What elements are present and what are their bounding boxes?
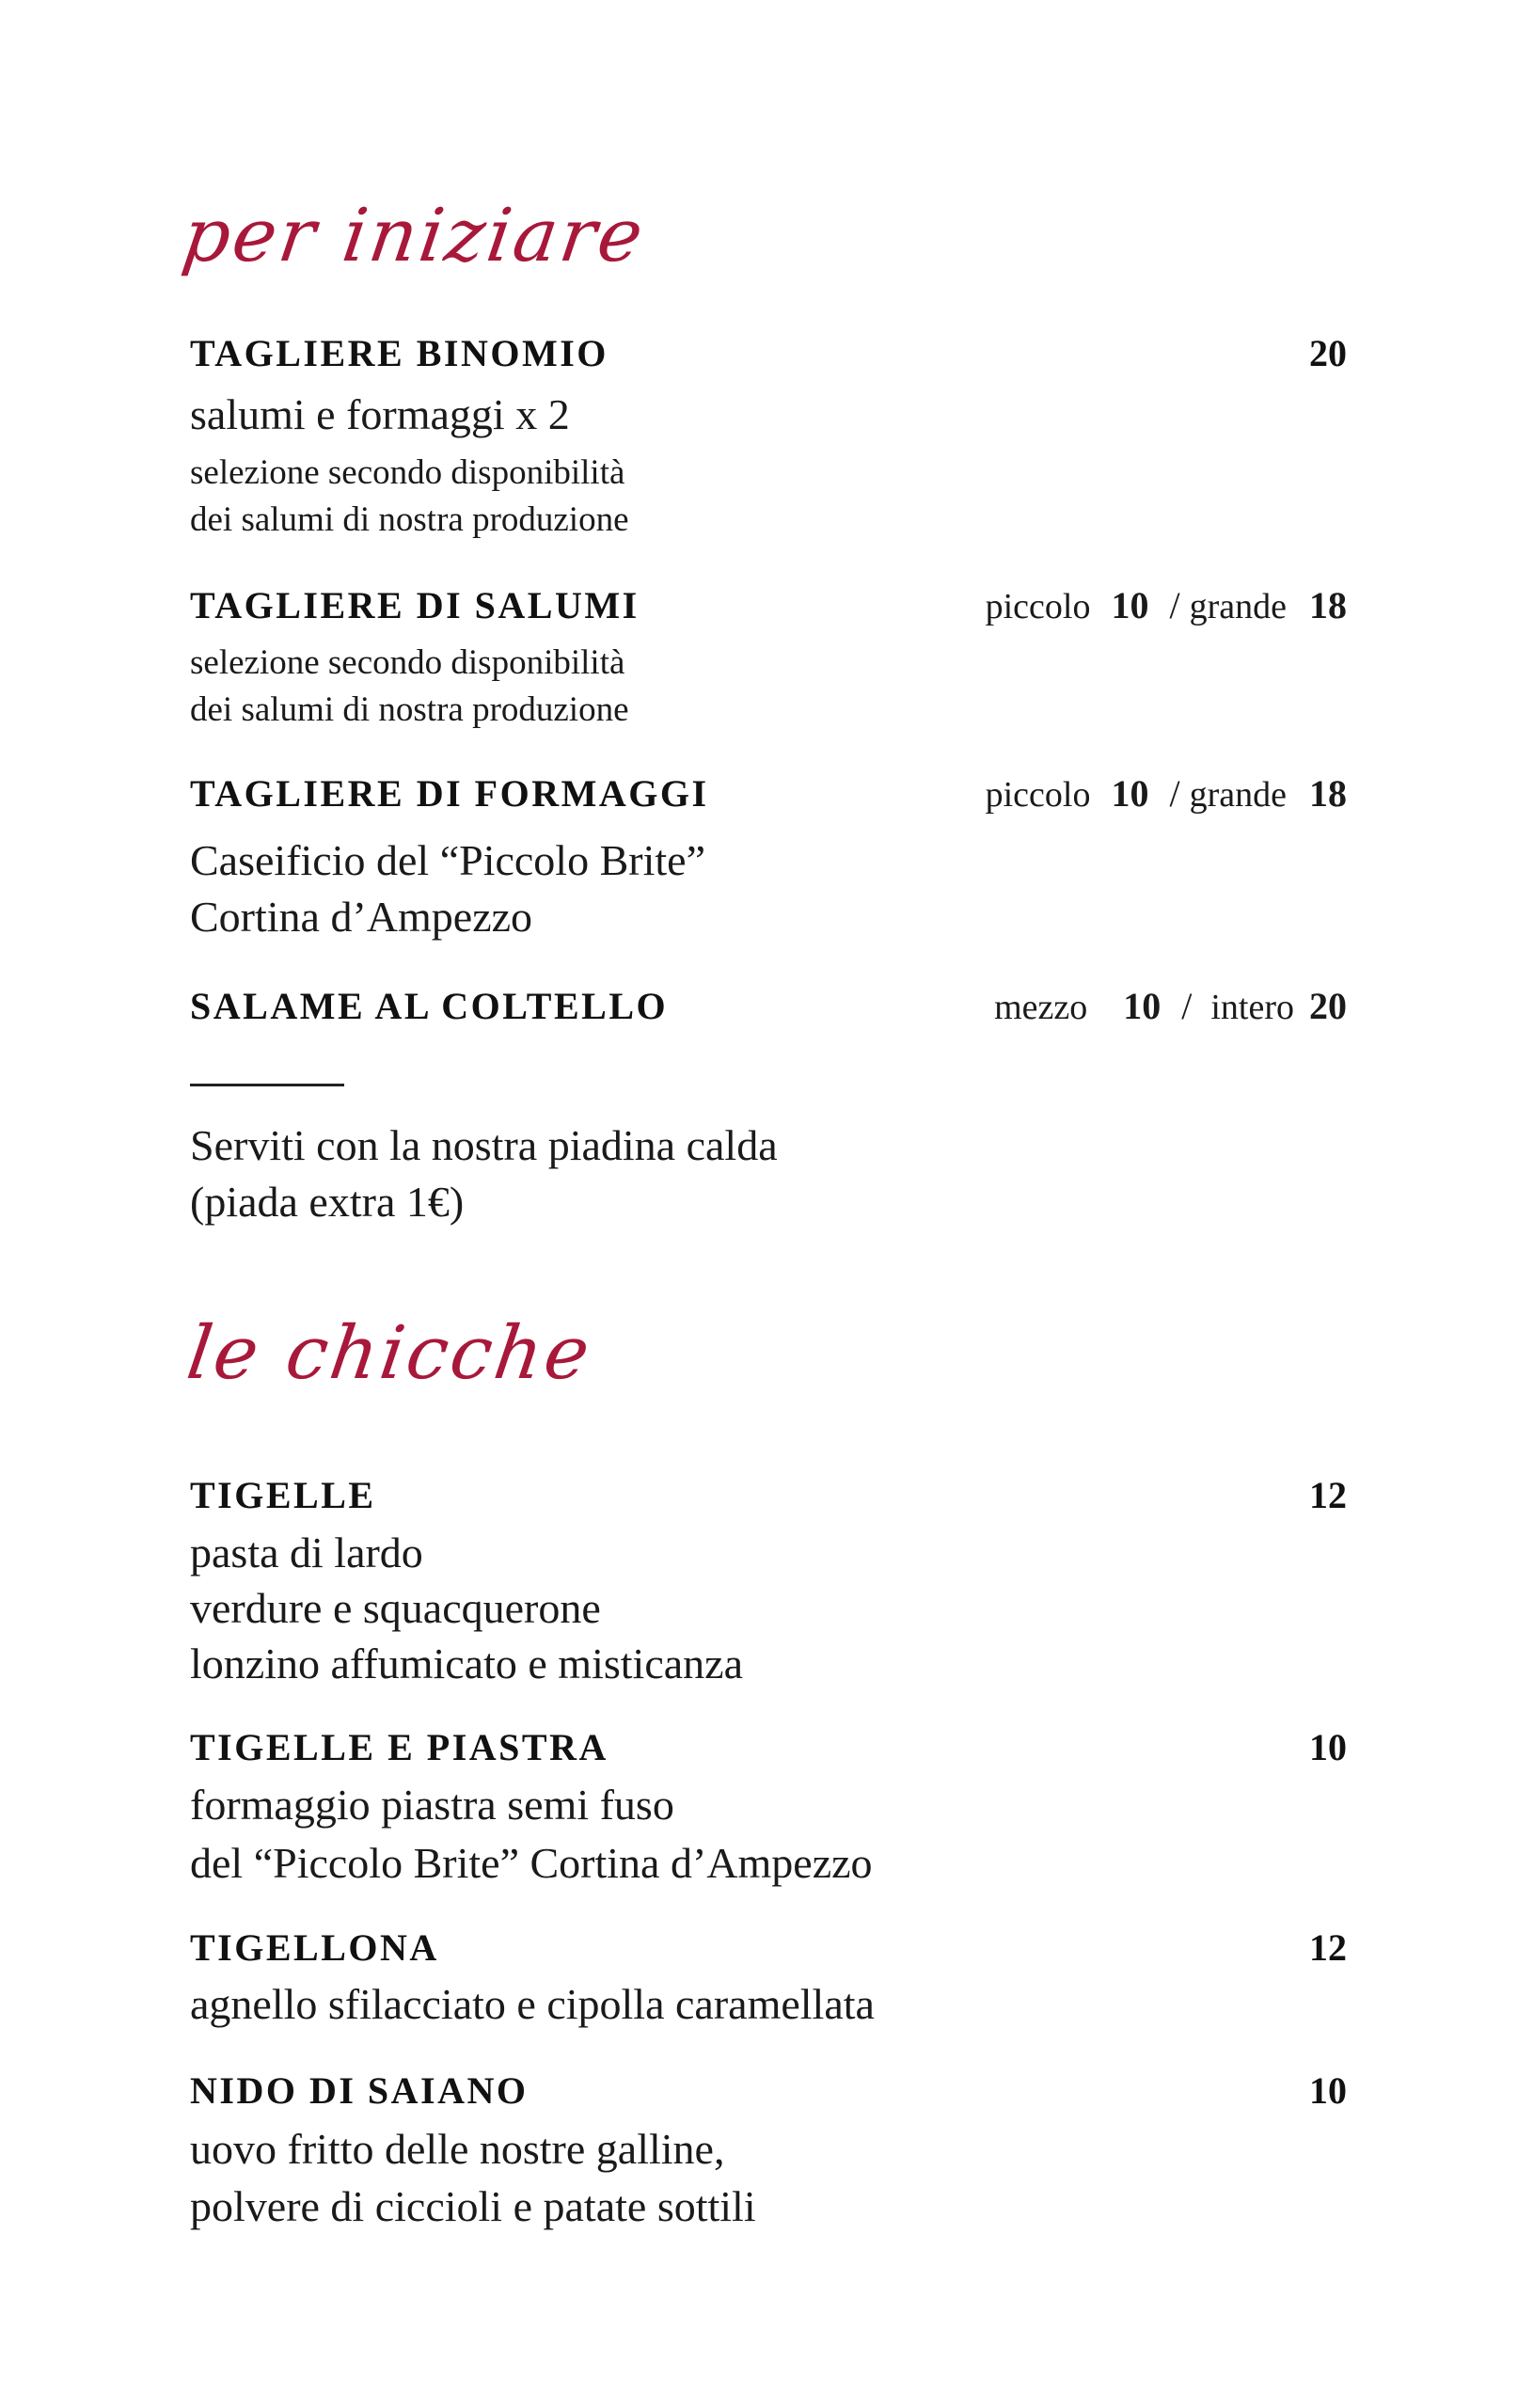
item-note: selezione secondo disponibilità <box>190 453 625 492</box>
item-name: TAGLIERE DI FORMAGGI <box>190 772 709 815</box>
item-subtitle: salumi e formaggi x 2 <box>190 390 570 438</box>
item-price: 10 <box>1309 1726 1347 1768</box>
item-description: formaggio piastra semi fuso <box>190 1781 674 1829</box>
variant-price: 20 <box>1309 985 1347 1027</box>
item-name: TIGELLE <box>190 1474 376 1516</box>
item-variant-prices <box>994 985 1347 1027</box>
item-description: agnello sfilacciato e cipolla caramellata <box>190 1980 875 2028</box>
variant-price: 18 <box>1309 772 1347 815</box>
variant-label: piccolo <box>985 775 1091 815</box>
variant-price: 10 <box>1111 584 1149 626</box>
item-price: 12 <box>1309 1474 1347 1516</box>
variant-price: 18 <box>1309 584 1347 626</box>
item-name: NIDO DI SAIANO <box>190 2069 529 2112</box>
variant-price: 10 <box>1123 985 1162 1027</box>
item-price: 20 <box>1309 332 1347 374</box>
item-note: dei salumi di nostra produzione <box>190 500 629 539</box>
item-name: TIGELLE E PIASTRA <box>190 1726 608 1768</box>
section-title-le-chicche: le chicche <box>182 1311 597 1396</box>
item-description: verdure e squacquerone <box>190 1584 601 1632</box>
price-separator: / <box>1181 985 1193 1027</box>
item-variant-prices <box>985 584 1347 626</box>
item-description: del “Piccolo Brite” Cortina d’Ampezzo <box>190 1839 873 1887</box>
item-note: selezione secondo disponibilità <box>190 643 625 682</box>
footnote-line: (piada extra 1€) <box>190 1178 465 1226</box>
footnote-line: Serviti con la nostra piadina calda <box>190 1121 778 1169</box>
variant-label: intero <box>1210 988 1294 1027</box>
item-name: SALAME AL COLTELLO <box>190 985 669 1027</box>
price-separator: / <box>1169 772 1180 815</box>
price-separator: / <box>1169 584 1180 626</box>
variant-label: grande <box>1189 587 1287 626</box>
section-title-per-iniziare: per iniziare <box>177 194 651 278</box>
item-name: TAGLIERE DI SALUMI <box>190 584 640 626</box>
item-description: polvere di ciccioli e patate sottili <box>190 2182 756 2230</box>
item-description: Caseificio del “Piccolo Brite” <box>190 836 705 884</box>
variant-price: 10 <box>1111 772 1149 815</box>
variant-label: grande <box>1189 775 1287 815</box>
divider <box>190 1084 344 1086</box>
item-name: TIGELLONA <box>190 1926 439 1969</box>
item-description: Cortina d’Ampezzo <box>190 893 533 941</box>
item-variant-prices <box>985 772 1347 815</box>
variant-label: piccolo <box>985 587 1091 626</box>
item-description: lonzino affumicato e misticanza <box>190 1640 743 1687</box>
item-description: pasta di lardo <box>190 1529 423 1576</box>
item-price: 10 <box>1309 2069 1347 2112</box>
item-description: uovo fritto delle nostre galline, <box>190 2125 725 2173</box>
item-price: 12 <box>1309 1926 1347 1969</box>
item-name: TAGLIERE BINOMIO <box>190 332 608 374</box>
item-note: dei salumi di nostra produzione <box>190 690 629 729</box>
variant-label: mezzo <box>994 988 1088 1027</box>
